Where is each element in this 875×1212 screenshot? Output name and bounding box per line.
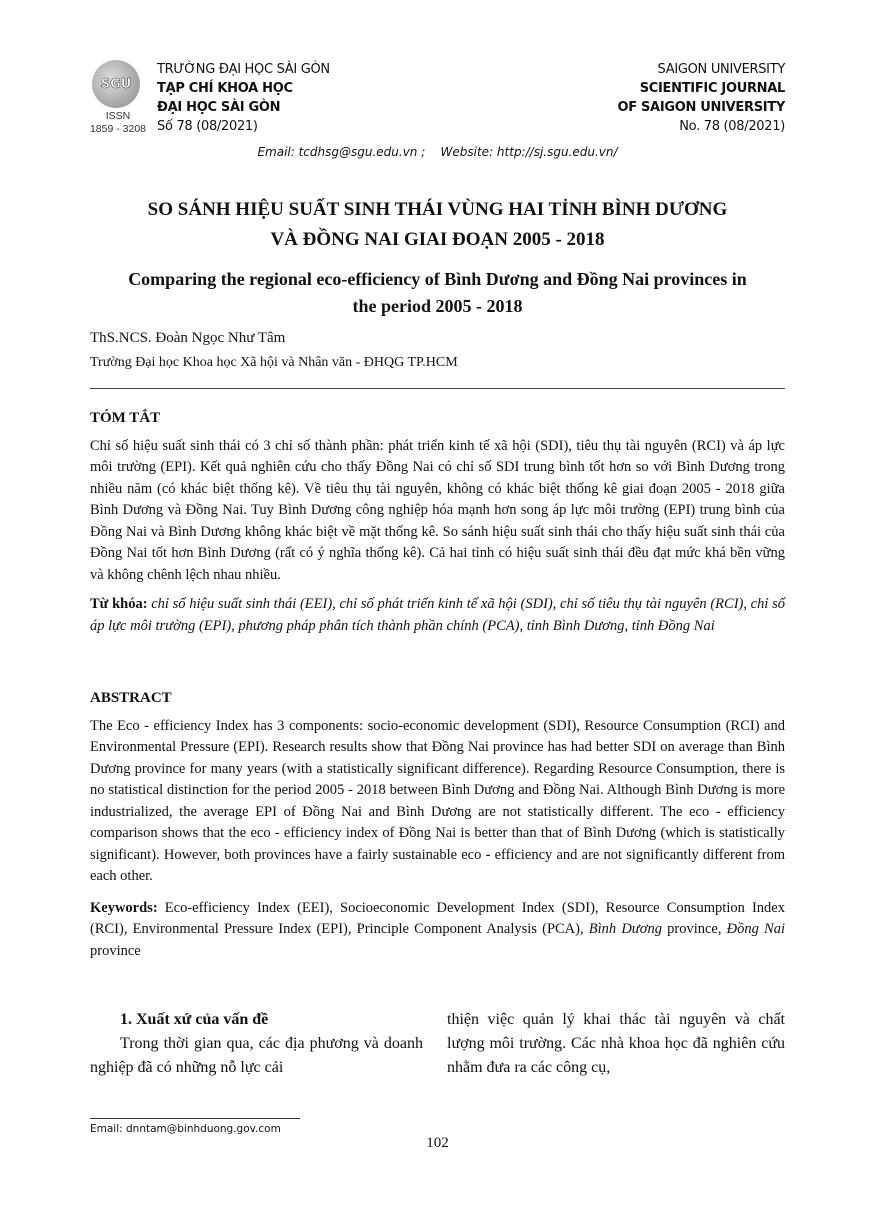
keywords-text: province,	[661, 921, 727, 937]
header-right	[617, 60, 785, 136]
journal-en: SCIENTIFIC JOURNAL	[639, 81, 785, 96]
divider	[90, 388, 785, 389]
body-text-left: Trong thời gian qua, các địa phương và doanh nghiệp đã có những nỗ lực cải	[90, 1035, 423, 1076]
issue-vi: Số 78 (08/2021)	[157, 119, 258, 134]
title-en-line: Comparing the regional eco-efficiency of Bình Dương and Đồng Nai provinces in	[128, 269, 747, 289]
title-vi-line: SO SÁNH HIỆU SUẤT SINH THÁI VÙNG HAI TỈNH BÌNH DƯƠNG	[147, 199, 728, 220]
issn	[88, 110, 148, 136]
title-en	[90, 266, 785, 320]
keywords-label: Keywords:	[90, 899, 158, 916]
tomtat-text: Chỉ số hiệu suất sinh thái có 3 chỉ số thành phần: phát triển kinh tế xã hội (SDI), tiêu thụ tài nguyên (RCI) và áp lực môi trường (EPI). Kết quả nghiên cứu cho thấy Đồng Nai có chỉ số SDI trung bình tốt hơn so với Bình Dương trong nhiều năm (có khác biệt thống kê). Về tiêu thụ tài nguyên, không có khác biệt thống kê giai đoạn 2005 - 2018 giữa Bình Dương và Đồng Nai. Tuy Bình Dương công nghiệp hóa mạnh hơn song áp lực môi trường (EPI) trung bình của Đồng Nai và Bình Dương không khác biệt về mặt thống kê. So sánh hiệu suất sinh thái cho thấy hiệu suất sinh thái của Đồng Nai tốt hơn Bình Dương (rất có ý nghĩa thống kê). Cả hai tỉnh có hiệu suất sinh thái đều đạt mức khá bền vững và không chênh lệch nhau nhiều.	[90, 437, 785, 583]
keyword-italic: Bình Dương	[588, 921, 662, 937]
journal-vi: TẠP CHÍ KHOA HỌC	[157, 81, 293, 96]
section-heading: 1. Xuất xứ của vấn đề	[120, 1011, 269, 1028]
journal-en-2: OF SAIGON UNIVERSITY	[617, 100, 785, 115]
issn-label: ISSN	[105, 110, 131, 122]
abstract-text: The Eco - efficiency Index has 3 components: socio-economic development (SDI), Resource Consumption (RCI) and Environmental Pressure (EPI). Research results show that Đồng Nai province has had better SDI on average than Bình Dương province for many years (with a statistically significant difference). Regarding Resource Consumption, there is no statistical distinction for the period 2005 - 2018 between Bình Dương and Đồng Nai. Although Bình Dương is more industrialized, the average EPI of Đồng Nai and Bình Dương are not statistically different. The eco - efficiency comparison shows that the eco - efficiency index of Đồng Nai is better than that of Bình Dương (which is statistically significant). However, both provinces have a fairly sustainable eco - efficiency and are not significantly different from each other.	[90, 717, 785, 884]
keywords-text: province	[90, 942, 141, 959]
title-vi	[90, 195, 785, 255]
journal-vi-2: ĐẠI HỌC SÀI GÒN	[157, 100, 281, 115]
keywords-label: Từ khóa:	[90, 596, 148, 612]
body-left-column	[90, 1008, 423, 1080]
abstract-section	[90, 688, 785, 962]
sgu-logo	[92, 60, 140, 108]
issue-en: No. 78 (08/2021)	[679, 119, 785, 134]
tomtat-heading: TÓM TẮT	[90, 410, 161, 426]
affiliation: Trường Đại học Khoa học Xã hội và Nhân văn - ĐHQG TP.HCM	[90, 355, 458, 370]
page-number: 102	[426, 1135, 449, 1151]
body-text-right: thiện việc quản lý khai thác tài nguyên và chất lượng môi trường. Các nhà khoa học đã nghiên cứu nhằm đưa ra các công cụ,	[447, 1011, 785, 1076]
logo-text: SGU	[100, 76, 132, 92]
footnote-email: Email: dnntam@binhduong.gov.com	[90, 1123, 281, 1135]
header-left	[157, 60, 330, 136]
keywords-text: chỉ số hiệu suất sinh thái (EEI), chỉ số phát triển kinh tế xã hội (SDI), chỉ số tiêu thụ tài nguyên (RCI), chỉ số áp lực môi trường (EPI), phương pháp phân tích thành phần chính (PCA), tỉnh Bình Dương, tỉnh Đồng Nai	[90, 596, 785, 634]
keyword-italic: Đồng Nai	[726, 921, 786, 937]
keywords-text: Eco-efficiency Index (EEI), Socioeconomic Development Index (SDI), Resource Consumption Index (RCI), Environmental Pressure Index (EPI), Principle Component Analysis (PCA),	[90, 899, 785, 937]
author: ThS.NCS. Đoàn Ngọc Như Tâm	[90, 330, 286, 346]
body-right-column	[447, 1008, 785, 1080]
title-en-line: the period 2005 - 2018	[352, 296, 523, 316]
tomtat-keywords	[90, 594, 785, 637]
university-en: SAIGON UNIVERSITY	[657, 62, 785, 77]
tomtat-section	[90, 408, 785, 637]
university-vi: TRƯỜNG ĐẠI HỌC SÀI GÒN	[157, 62, 330, 77]
journal-contact: Email: tcdhsg@sgu.edu.vn ; Website: http://sj.sgu.edu.vn/	[257, 145, 618, 159]
title-vi-line: VÀ ĐỒNG NAI GIAI ĐOẠN 2005 - 2018	[270, 229, 605, 250]
abstract-keywords	[90, 898, 785, 963]
issn-number: 1859 - 3208	[89, 123, 147, 135]
abstract-heading: ABSTRACT	[90, 690, 172, 706]
footnote-rule	[90, 1118, 300, 1119]
